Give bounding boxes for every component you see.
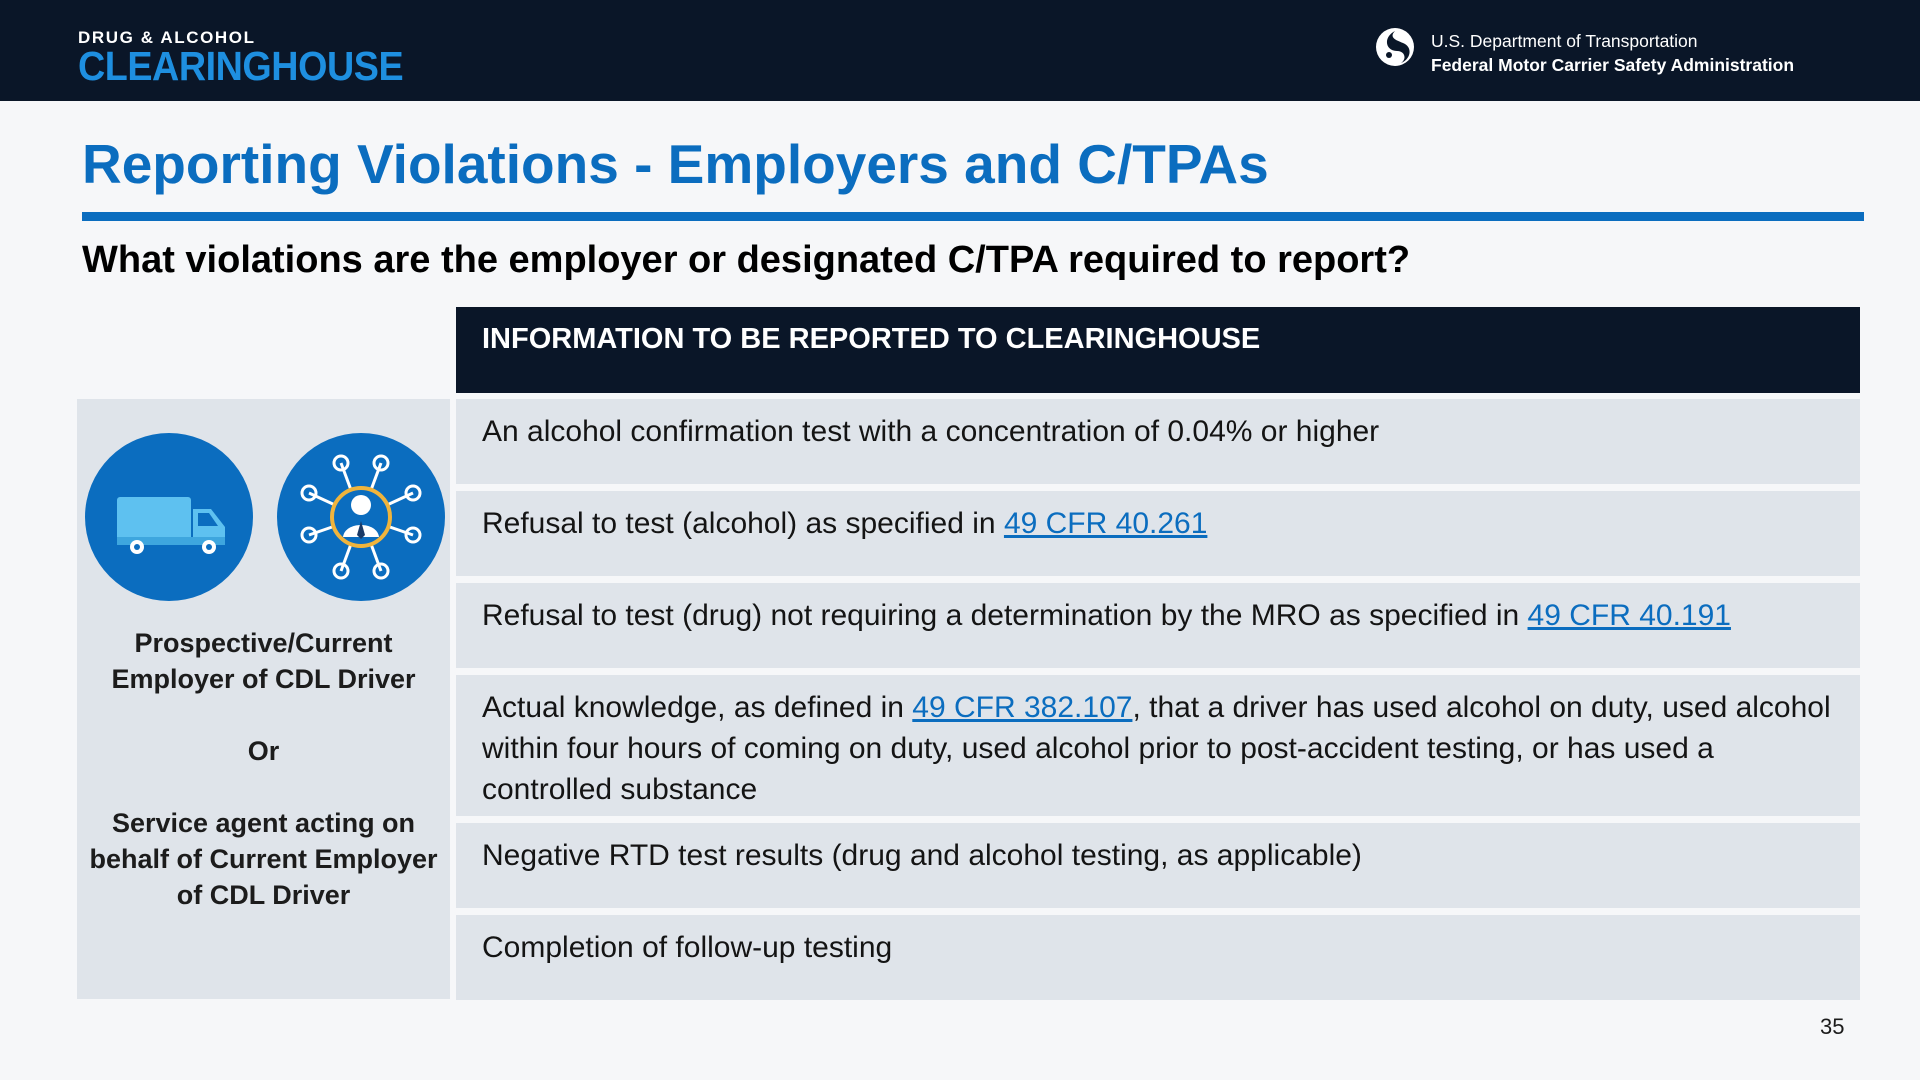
row-text: Refusal to test (alcohol) as specified in	[482, 507, 1004, 540]
page-subtitle: What violations are the employer or designated C/TPA required to report?	[82, 239, 1411, 281]
row-text: Completion of follow-up testing	[482, 931, 893, 964]
violation-row-alcohol-refusal	[456, 491, 1860, 576]
slide-number: 35	[1820, 1014, 1845, 1039]
agency-line-2: Federal Motor Carrier Safety Administration	[1431, 55, 1795, 75]
row-text: An alcohol confirmation test with a concentration of 0.04% or higher	[482, 415, 1380, 448]
violation-row-follow-up	[456, 915, 1860, 1000]
role-secondary: Service agent acting on behalf of Current Employer of CDL Driver	[89, 808, 438, 910]
row-text: Actual knowledge, as defined in	[482, 691, 913, 724]
role-panel	[77, 399, 450, 999]
cfr-382-107-link[interactable]: 49 CFR 382.107	[912, 691, 1133, 724]
row-text: Refusal to test (drug) not requiring a determination by the MRO as specified in	[482, 599, 1528, 632]
violation-row-actual-knowledge	[456, 675, 1860, 816]
title-divider	[82, 212, 1864, 221]
row-text: Negative RTD test results (drug and alcohol testing, as applicable)	[482, 839, 1362, 872]
top-banner	[0, 0, 1920, 101]
truck-icon	[85, 433, 253, 601]
logo-main-text: CLEARINGHOUSE	[78, 43, 404, 89]
cfr-40-261-link[interactable]: 49 CFR 40.261	[1003, 507, 1208, 540]
violation-row-alcohol-concentration	[456, 399, 1860, 484]
agency-line-1: U.S. Department of Transportation	[1431, 31, 1698, 51]
page-title: Reporting Violations - Employers and C/TPAs	[82, 133, 1269, 195]
network-person-icon	[277, 433, 445, 601]
role-primary: Prospective/Current Employer of CDL Driver	[111, 628, 416, 694]
agency-name	[1431, 29, 1794, 77]
cfr-40-191-link[interactable]: 49 CFR 40.191	[1527, 599, 1731, 632]
violation-row-negative-rtd	[456, 823, 1860, 908]
logo-top-text: DRUG & ALCOHOL	[78, 28, 256, 47]
clearinghouse-logo[interactable]	[78, 28, 431, 89]
violation-row-drug-refusal	[456, 583, 1860, 668]
violations-list	[456, 399, 1860, 1000]
role-or: Or	[247, 736, 280, 766]
table-header: INFORMATION TO BE REPORTED TO CLEARINGHOUSE	[456, 307, 1860, 393]
row-text-after: , that a driver has used alcohol on duty, used alcohol within four hours of coming on duty, used alcohol prior to post-accident testing, or has used a controlled substance	[482, 691, 1831, 806]
role-description	[87, 625, 440, 913]
dot-logo-icon	[1375, 27, 1415, 67]
